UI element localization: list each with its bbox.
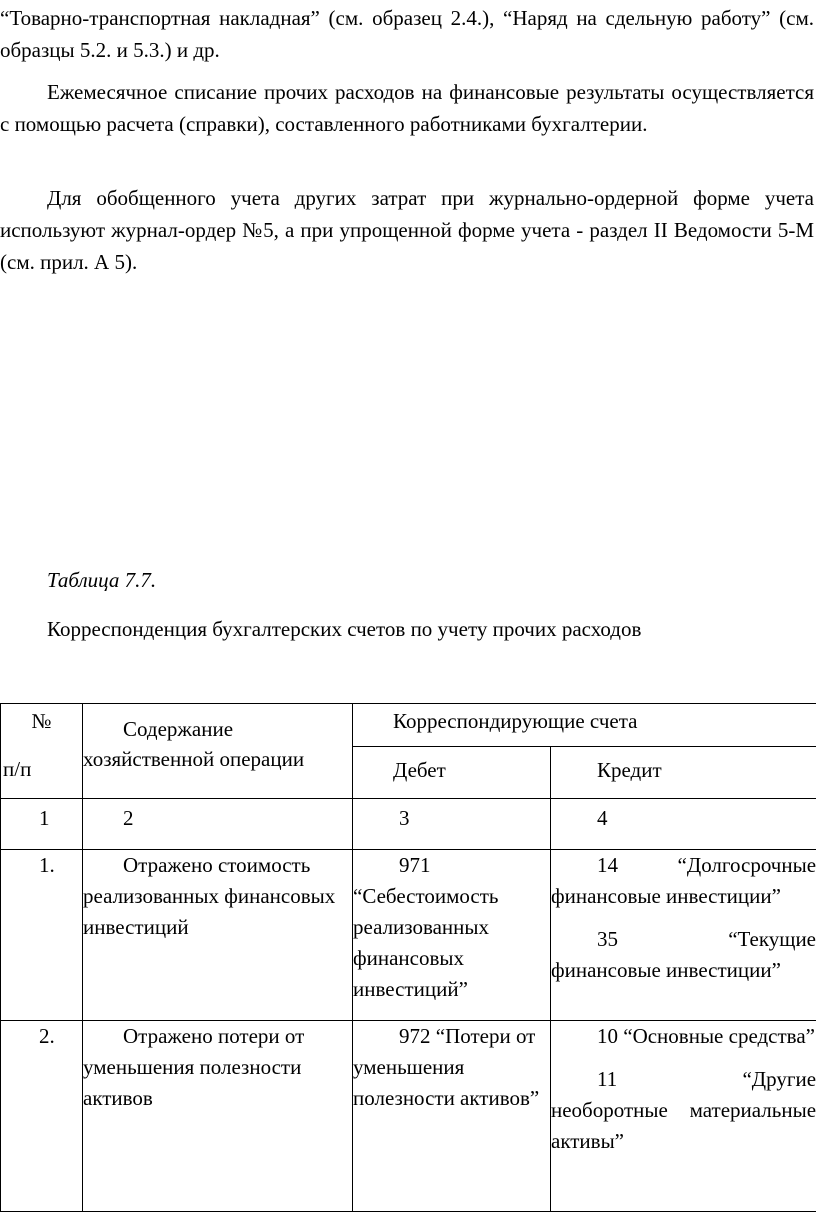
row-debit: 972 “Потери от уменьшения полезности активов” xyxy=(353,1021,550,1114)
row-content-cell xyxy=(83,850,353,1021)
header-number-cell xyxy=(1,704,83,799)
table-row xyxy=(1,850,816,1021)
column-number-4: 4 xyxy=(551,799,816,850)
header-content-line2: хозяйственной операции xyxy=(83,744,304,775)
row-debit: 971 “Себестоимость реализованных финансовых инвестиций” xyxy=(353,850,550,1005)
row-content: Отражено потери от уменьшения полезности активов xyxy=(83,1021,352,1114)
header-credit-cell: Кредит xyxy=(551,747,816,799)
header-debit-cell: Дебет xyxy=(353,747,551,799)
row-content: Отражено стоимость реализованных финансовых инвестиций xyxy=(83,850,352,943)
row-debit-cell xyxy=(353,1021,551,1212)
header-number-abbr: п/п xyxy=(1,754,31,785)
table-title: Корреспонденция бухгалтерских счетов по учету прочих расходов xyxy=(47,614,641,644)
header-number-sign: № xyxy=(1,706,82,737)
table-header-row xyxy=(1,704,816,747)
header-content-cell xyxy=(83,704,353,799)
paragraph-2: Ежемесячное списание прочих расходов на финансовые результаты осуществляется с помощью расчета (справки), составленного работниками бухгалтерии. xyxy=(0,76,814,140)
row-credit-cell xyxy=(551,1021,816,1212)
paragraph-1: “Товарно-транспортная накладная” (см. образец 2.4.), “Наряд на сдельную работу” (см. образцы 5.2. и 5.3.) и др. xyxy=(0,2,814,66)
paragraph-3: Для обобщенного учета других затрат при журнально-ордерной форме учета используют журнал-ордер №5, а при упрощенной форме учета - раздел II Ведомости 5-М (см. прил. А 5). xyxy=(0,182,814,278)
column-number-2: 2 xyxy=(83,799,353,850)
table-number: Таблица 7.7. xyxy=(47,565,156,595)
row-number: 2. xyxy=(1,1021,83,1212)
table-row xyxy=(1,1021,816,1212)
row-credit-account: 10 “Основные средства” xyxy=(551,1021,816,1052)
column-number-3: 3 xyxy=(353,799,551,850)
row-credit-account: 11 “Другие необоротные материальные активы” xyxy=(551,1064,816,1157)
column-number-row xyxy=(1,799,816,850)
row-content-cell xyxy=(83,1021,353,1212)
header-content-line1: Содержание xyxy=(123,714,233,745)
row-credit-account: 14 “Долгосрочные финансовые инвестиции” xyxy=(551,850,816,912)
row-credit-cell xyxy=(551,850,816,1021)
row-debit-cell xyxy=(353,850,551,1021)
column-number-1: 1 xyxy=(1,799,83,850)
row-number: 1. xyxy=(1,850,83,1021)
header-accounts-cell: Корреспондирующие счета xyxy=(353,704,816,747)
accounts-correspondence-table xyxy=(0,703,816,1212)
row-credit-account: 35 “Текущие финансовые инвестиции” xyxy=(551,924,816,986)
